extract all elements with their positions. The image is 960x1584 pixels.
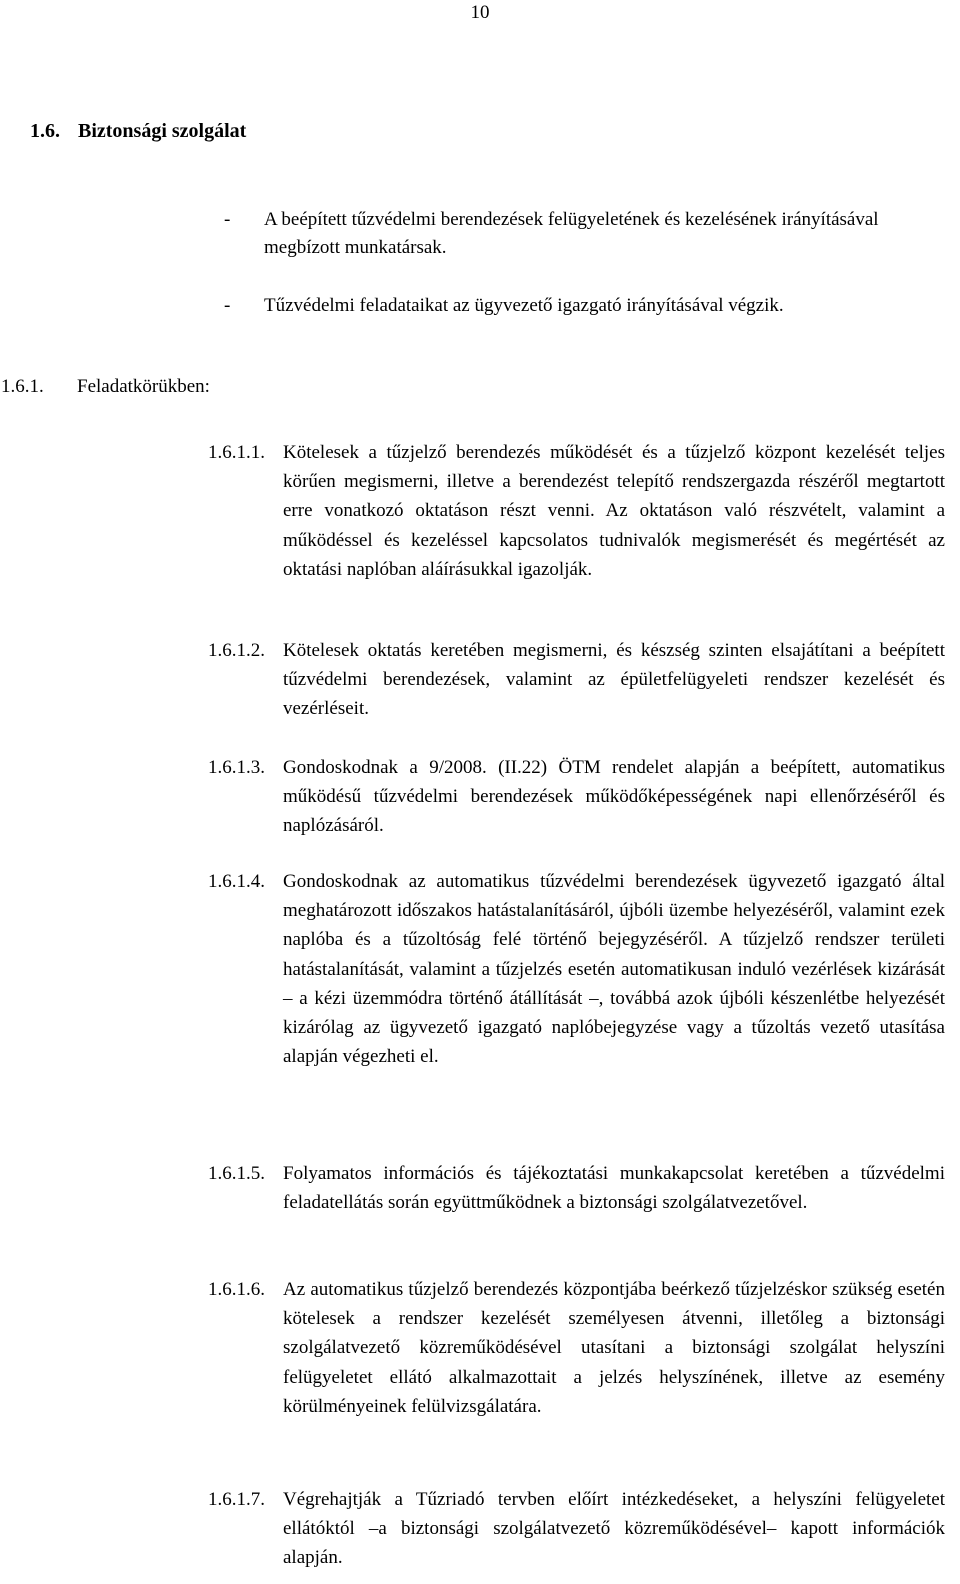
bullet-item — [224, 292, 944, 320]
subsection-heading — [1, 376, 210, 398]
list-item — [208, 1159, 945, 1217]
list-item — [208, 1485, 945, 1573]
list-item — [208, 636, 945, 724]
item-number: 1.6.1.2. — [208, 640, 265, 661]
section-title: Biztonsági szolgálat — [78, 120, 247, 142]
bullet-dash: - — [224, 209, 231, 230]
section-heading — [30, 120, 246, 143]
list-item — [208, 753, 945, 841]
item-text: Az automatikus tűzjelző berendezés központjába beérkező tűzjelzéskor szükség esetén kötelesek a rendszer kezelését személyesen átvenni, illetőleg a biztonsági szolgálatvezető közreműködésével utasítani a biztonsági szolgálat helyszíni felügyeletet ellátó alkalmazottait a jelzés helyszínének, illetve az esemény körülményeinek felülvizsgálatára. — [283, 1279, 945, 1417]
item-text: Gondoskodnak az automatikus tűzvédelmi berendezések ügyvezető igazgató által meghatározott időszakos hatástalanításáról, újbóli üzembe helyezéséről, valamint ezek naplóba és a tűzoltóság felé történő bejegyzéséről. A tűzjelző rendszer területi hatástalanítását, valamint a tűzjelzés esetén automatikusan induló vezérlések kizárását – a kézi üzemmódra történő átállítását –, továbbá azok újbóli készenlétbe helyezését kizárólag az ügyvezető igazgató naplóbejegyzése vagy a tűzoltás vezető utasítása alapján végezheti el. — [283, 871, 945, 1068]
item-text: Gondoskodnak a 9/2008. (II.22) ÖTM rendelet alapján a beépített, automatikus működésű tűzvédelmi berendezések működőképességének napi ellenőrzéséről és naplózásáról. — [283, 757, 945, 837]
item-number: 1.6.1.5. — [208, 1163, 265, 1184]
list-item — [208, 438, 945, 584]
list-item — [208, 1275, 945, 1421]
bullet-item — [224, 206, 944, 262]
item-text: Kötelesek oktatás keretében megismerni, és készség szinten elsajátítani a beépített tűzvédelmi berendezések, valamint az épületfelügyeleti rendszer kezelését és vezérléseit. — [283, 640, 945, 720]
item-number: 1.6.1.6. — [208, 1279, 265, 1300]
list-item — [208, 867, 945, 1071]
section-number: 1.6. — [30, 120, 60, 142]
subsection-title: Feladatkörükben: — [77, 376, 210, 397]
item-text: Végrehajtják a Tűzriadó tervben előírt intézkedéseket, a helyszíni felügyeletet ellátóktól –a biztonsági szolgálatvezető közreműködésével– kapott információk alapján. — [283, 1489, 945, 1569]
item-number: 1.6.1.4. — [208, 871, 265, 892]
bullet-text: Tűzvédelmi feladataikat az ügyvezető igazgató irányításával végzik. — [264, 295, 784, 316]
item-text: Folyamatos információs és tájékoztatási munkakapcsolat keretében a tűzvédelmi feladatellátás során együttműködnek a biztonsági szolgálatvezetővel. — [283, 1163, 945, 1214]
item-text: Kötelesek a tűzjelző berendezés működését és a tűzjelző központ kezelését teljes körűen megismerni, illetve a berendezést telepítő rendszergazda részéről megtartott erre vonatkozó oktatáson részt venni. Az oktatáson való részvételt, valamint a működéssel és kezeléssel kapcsolatos tudnivalók megismerését és megértését az oktatási naplóban aláírásukkal igazolják. — [283, 442, 945, 580]
bullet-dash: - — [224, 295, 231, 316]
bullet-text: A beépített tűzvédelmi berendezések felügyeletének és kezelésének irányításával megbízott munkatársak. — [264, 209, 879, 258]
page-number: 10 — [470, 2, 490, 23]
item-number: 1.6.1.7. — [208, 1489, 265, 1510]
item-number: 1.6.1.1. — [208, 442, 265, 463]
subsection-number: 1.6.1. — [1, 376, 44, 397]
item-number: 1.6.1.3. — [208, 757, 265, 778]
